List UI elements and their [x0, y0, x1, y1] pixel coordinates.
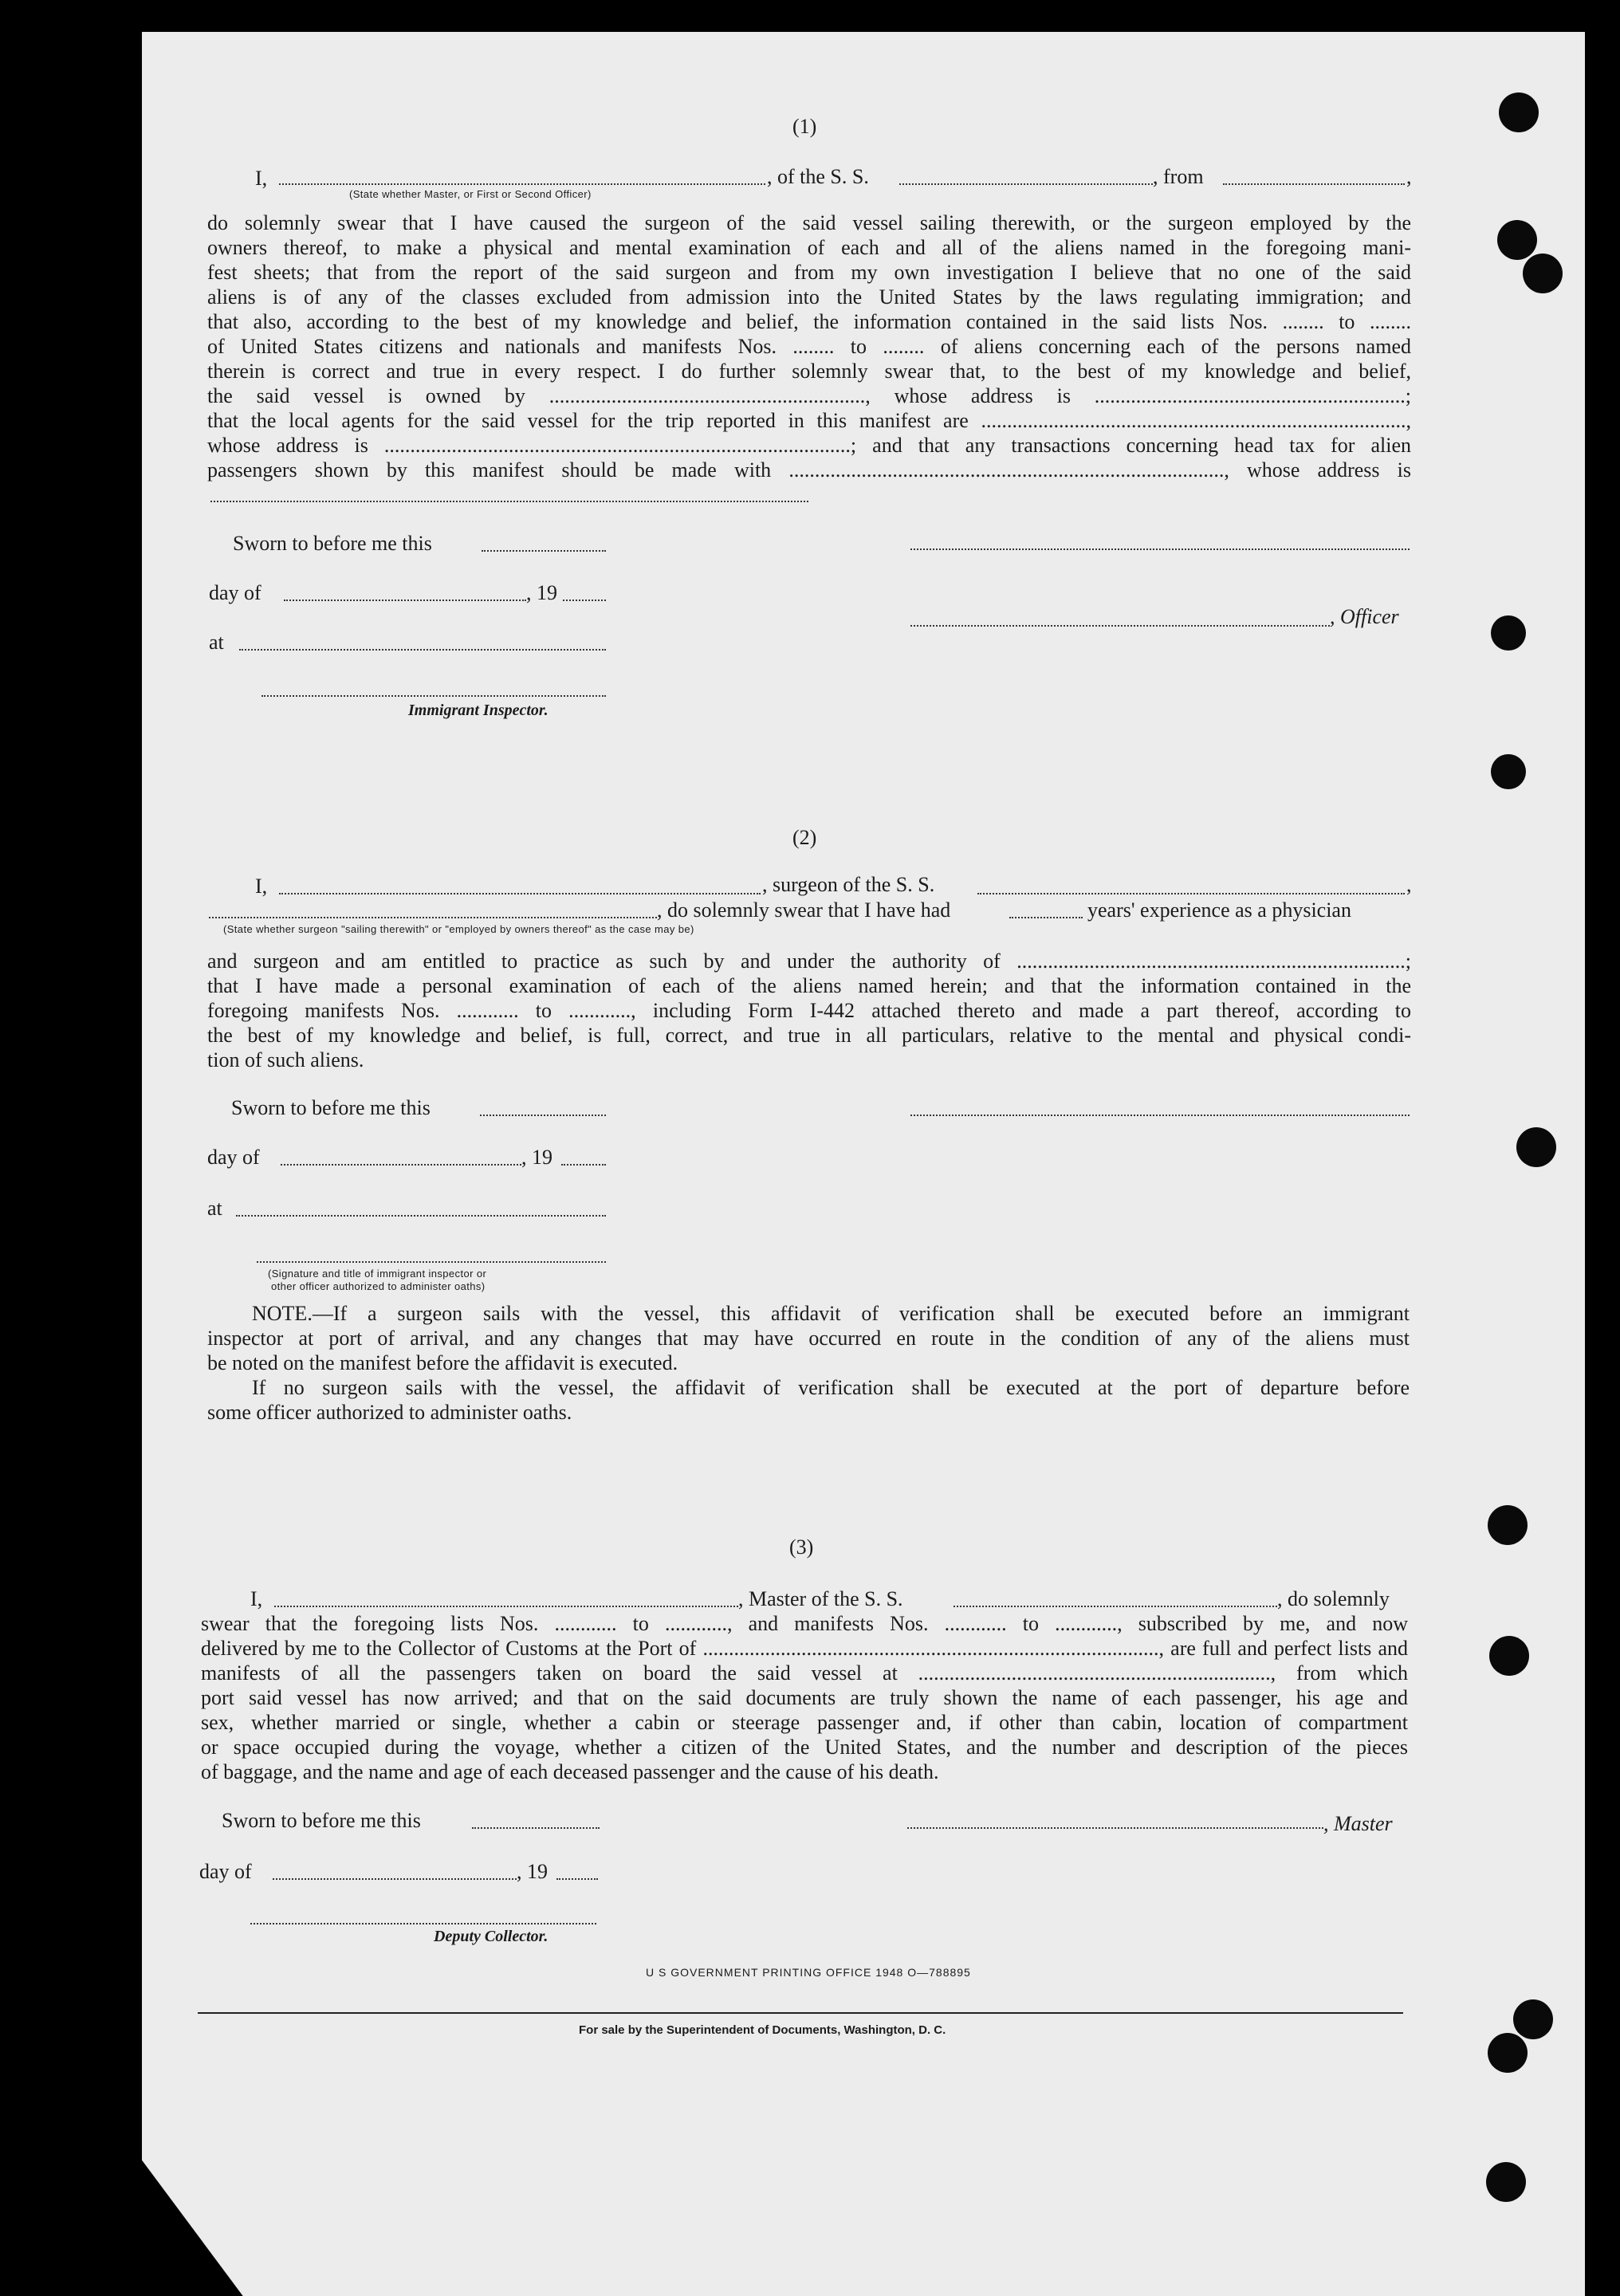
punch-hole	[1489, 1636, 1529, 1676]
paragraph-line: owners thereof, to make a physical and mental examination of each and all of the aliens named in the foregoing mani-	[207, 236, 1411, 259]
year-label: , 19	[517, 1860, 548, 1883]
paragraph-line: do solemnly swear that I have caused the surgeon of the said vessel sailing therewith, or the surgeon employed by the	[207, 211, 1411, 234]
section-number: (3)	[789, 1535, 814, 1559]
line-label: , Master of the S. S.	[738, 1587, 903, 1610]
sale-notice: For sale by the Superintendent of Documents, Washington, D. C.	[579, 2023, 946, 2037]
blank-signature[interactable]	[910, 1115, 1410, 1116]
paragraph-line: the best of my knowledge and belief, is full, correct, and true in all particulars, relative to the mental and physical condi-	[207, 1024, 1411, 1047]
blank-inspector-signature[interactable]	[261, 695, 606, 697]
blank-at-place[interactable]	[236, 1215, 606, 1217]
day-label: day of	[199, 1860, 252, 1883]
blank-day[interactable]	[281, 1164, 521, 1166]
blank-surgeon-status[interactable]	[209, 917, 657, 918]
paragraph-line: of baggage, and the name and age of each deceased passenger and the cause of his death.	[201, 1760, 939, 1783]
printer-imprint: U S GOVERNMENT PRINTING OFFICE 1948 O—788895	[646, 1966, 971, 1979]
section-number: (2)	[792, 826, 817, 849]
paragraph-line: that I have made a personal examination of each of the aliens named herein; and that the information contained in the	[207, 974, 1411, 997]
blank-year[interactable]	[561, 1164, 606, 1166]
blank-officer-signature[interactable]	[910, 625, 1330, 627]
line-label: ,	[1406, 165, 1412, 188]
blank-inspector-signature[interactable]	[257, 1261, 606, 1263]
blank-master-name[interactable]	[274, 1606, 738, 1607]
line-label: , from	[1153, 165, 1204, 188]
punch-hole	[1488, 2033, 1528, 2073]
deputy-label: Deputy Collector.	[434, 1928, 549, 1945]
sworn-label: Sworn to before me this	[233, 532, 432, 555]
paragraph-line: NOTE.—If a surgeon sails with the vessel, this affidavit of verification shall be executed before an immigrant	[252, 1302, 1410, 1325]
blank-sworn-date[interactable]	[482, 550, 606, 552]
blank-years[interactable]	[1009, 917, 1083, 918]
day-label: day of	[209, 581, 261, 604]
paragraph-line: inspector at port of arrival, and any changes that may have occurred en route in the condition of any of the aliens must	[207, 1327, 1410, 1350]
blank-sworn-date[interactable]	[472, 1827, 600, 1829]
punch-hole	[1491, 615, 1526, 651]
paragraph-line: delivered by me to the Collector of Customs at the Port of ........................................................................................, are full and perfect lists and	[201, 1637, 1408, 1660]
paragraph-line: passengers shown by this manifest should be made with ...................................................................................., whose address is	[207, 458, 1411, 482]
paragraph-line: be noted on the manifest before the affidavit is executed.	[207, 1351, 678, 1374]
year-label: , 19	[521, 1146, 552, 1169]
inspector-label: Immigrant Inspector.	[408, 702, 549, 719]
paragraph-line: swear that the foregoing lists Nos. ............ to ............, and manifests Nos. ............ to ............, subscribed by me, and now	[201, 1612, 1408, 1635]
line-label: , of the S. S.	[767, 165, 869, 188]
line-label: years' experience as a physician	[1087, 898, 1351, 922]
sworn-label: Sworn to before me this	[222, 1809, 421, 1832]
blank-vessel-name[interactable]	[954, 1606, 1277, 1607]
paragraph-line: foregoing manifests Nos. ............ to ............, including Form I-442 attached thereto and made a part thereof, according to	[207, 999, 1411, 1022]
day-label: day of	[207, 1146, 260, 1169]
note-paragraph	[207, 1301, 1410, 1425]
paragraph-line: manifests of all the passengers taken on board the said vessel at ...................................................................., from which	[201, 1661, 1408, 1685]
punch-hole	[1513, 1999, 1553, 2039]
paragraph-line: that the local agents for the said vessel for the trip reported in this manifest are ..................................................................................,	[207, 409, 1411, 432]
at-label: at	[209, 631, 224, 654]
oath-paragraph	[207, 210, 1411, 482]
signature-hint: (Signature and title of immigrant inspector or	[268, 1268, 487, 1280]
paragraph-line: port said vessel has now arrived; and that on the said documents are truly shown the name of each passenger, his age and	[201, 1686, 1408, 1709]
paragraph-line: or space occupied during the voyage, whether a citizen of the United States, and the number and description of the pieces	[201, 1736, 1408, 1759]
punch-hole	[1486, 2162, 1526, 2202]
blank-deputy-signature[interactable]	[250, 1923, 596, 1924]
punch-hole	[1491, 754, 1526, 789]
punch-hole	[1497, 220, 1537, 260]
punch-hole	[1488, 1505, 1528, 1545]
blank-vessel-name[interactable]	[977, 893, 1405, 894]
paragraph-line: therein is correct and true in every respect. I do further solemnly swear that, to the best of my knowledge and belief,	[207, 360, 1411, 383]
blank-officer-signature-top[interactable]	[910, 548, 1410, 550]
line-label: ,	[1406, 873, 1412, 896]
blank-sworn-date[interactable]	[480, 1115, 606, 1116]
master-label: , Master	[1323, 1812, 1393, 1835]
paragraph-line: and surgeon and am entitled to practice as such by and under the authority of ...........................................................................;	[207, 949, 1411, 973]
punch-hole	[1523, 254, 1563, 293]
footer-rule	[198, 2012, 1403, 2014]
paragraph-line: that also, according to the best of my knowledge and belief, the information contained in the said lists Nos. ........ to ........	[207, 310, 1411, 333]
blank-at-place[interactable]	[239, 649, 606, 651]
blank-year[interactable]	[556, 1878, 598, 1880]
sworn-label: Sworn to before me this	[231, 1096, 431, 1119]
line-label: , do solemnly swear that I have had	[657, 898, 951, 922]
line-label: I,	[255, 167, 268, 190]
field-hint: (State whether surgeon "sailing therewith" or "employed by owners thereof" as the case may be)	[223, 923, 694, 935]
paragraph-line: aliens is of any of the classes excluded from admission into the United States by the laws regulating immigration; and	[207, 285, 1411, 309]
paragraph-line: If no surgeon sails with the vessel, the affidavit of verification shall be executed at the port of departure before	[252, 1376, 1410, 1399]
blank-officer-name[interactable]	[279, 183, 765, 185]
paragraph-line: some officer authorized to administer oaths.	[207, 1401, 572, 1424]
punch-hole	[1499, 92, 1539, 132]
blank-surgeon-name[interactable]	[279, 893, 761, 894]
blank-master-signature[interactable]	[907, 1827, 1323, 1829]
line-label: I,	[255, 875, 268, 898]
paragraph-line: whose address is ..........................................................................................; and that any transactions concerning head tax for alien	[207, 434, 1411, 457]
line-label: I,	[250, 1587, 263, 1610]
signature-hint: other officer authorized to administer oaths)	[271, 1280, 486, 1292]
blank-year[interactable]	[563, 600, 606, 601]
paragraph-line: of United States citizens and nationals and manifests Nos. ........ to ........ of aliens concerning each of the persons named	[207, 335, 1411, 358]
section-number: (1)	[792, 115, 817, 138]
line-label: , surgeon of the S. S.	[762, 873, 935, 896]
officer-label: , Officer	[1330, 605, 1399, 628]
oath-paragraph	[201, 1611, 1408, 1784]
at-label: at	[207, 1197, 222, 1220]
paragraph-line: fest sheets; that from the report of the said surgeon and from my own investigation I believe that no one of the said	[207, 261, 1411, 284]
blank-day[interactable]	[284, 600, 526, 601]
paragraph-line: tion of such aliens.	[207, 1048, 364, 1071]
blank-address[interactable]	[210, 501, 808, 502]
paragraph-line: the said vessel is owned by ............................................................., whose address is ............................................................;	[207, 384, 1411, 407]
paragraph-line: sex, whether married or single, whether a cabin or steerage passenger and, if other than cabin, location of compartment	[201, 1711, 1408, 1734]
year-label: , 19	[526, 581, 557, 604]
line-label: , do solemnly	[1277, 1587, 1390, 1610]
blank-from-port[interactable]	[1223, 183, 1405, 185]
blank-day[interactable]	[273, 1878, 517, 1880]
punch-hole	[1516, 1127, 1556, 1167]
blank-vessel-name[interactable]	[899, 183, 1153, 185]
field-hint: (State whether Master, or First or Second Officer)	[349, 188, 592, 200]
oath-paragraph	[207, 949, 1411, 1072]
